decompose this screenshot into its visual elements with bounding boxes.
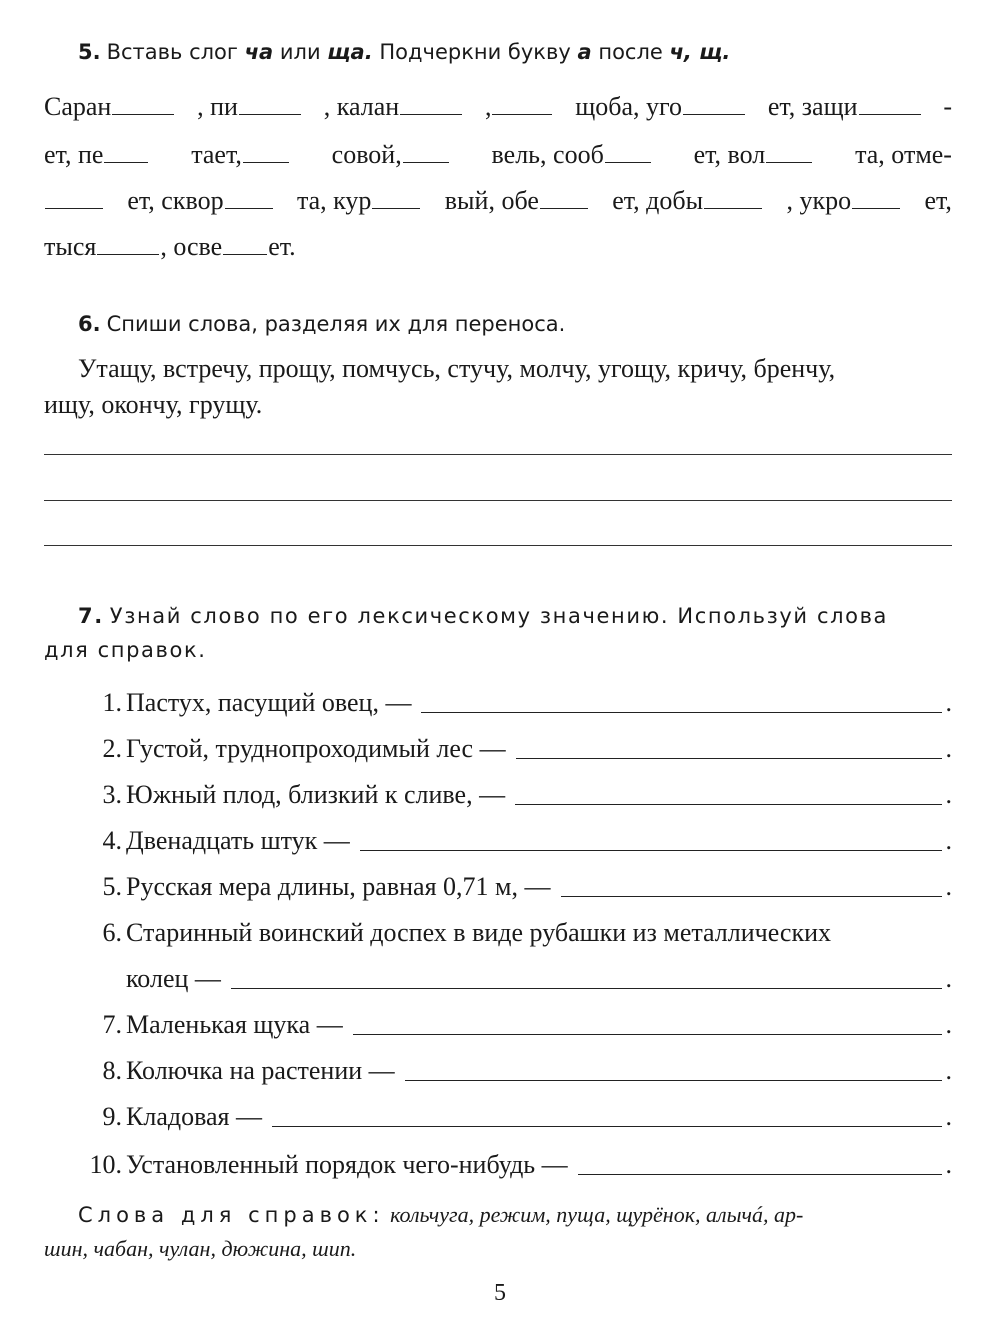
definition-text: Маленькая щука —	[126, 1010, 343, 1039]
word-fragment: -	[943, 92, 952, 121]
word-fragment: ,	[484, 92, 492, 121]
word-fragment: ет, сквор	[127, 186, 224, 215]
fill-segment	[786, 186, 901, 216]
help-words: Слова для справок: кольчуга, режим, пуща, щурёнок, алычá, ар-	[78, 1202, 804, 1227]
fill-segment	[268, 232, 295, 262]
fill-segment	[127, 186, 273, 216]
word-fragment: , калан	[323, 92, 400, 121]
definition-number: 7.	[102, 1010, 122, 1039]
fill-segment	[44, 207, 104, 209]
definition-item	[44, 964, 952, 994]
fill-blank[interactable]	[540, 207, 588, 209]
definition-number: 1.	[102, 688, 122, 717]
task6-words-cont: ищу, окончу, грущу.	[44, 390, 263, 419]
definition-item	[44, 918, 952, 948]
task5-line	[44, 232, 952, 266]
period: .	[945, 734, 952, 763]
fill-segment	[297, 186, 421, 216]
fill-segment	[160, 232, 268, 262]
fill-blank[interactable]	[766, 161, 812, 163]
word-fragment: ет,	[924, 186, 952, 215]
answer-blank[interactable]	[360, 849, 942, 851]
fill-blank[interactable]	[45, 207, 103, 209]
definition-item	[44, 1150, 952, 1180]
fill-segment	[768, 92, 922, 122]
definition-text: Южный плод, близкий к сливе, —	[126, 780, 506, 809]
fill-blank[interactable]	[97, 253, 159, 255]
answer-blank[interactable]	[231, 987, 942, 989]
fill-blank[interactable]	[104, 161, 148, 163]
period: .	[945, 826, 952, 855]
fill-segment	[44, 232, 160, 262]
fill-segment	[492, 140, 652, 170]
fill-segment	[445, 186, 589, 216]
fill-segment	[943, 92, 952, 122]
definition-item	[44, 1102, 952, 1132]
page-number: 5	[494, 1280, 506, 1306]
word-fragment: та, отме-	[855, 140, 952, 169]
period: .	[945, 1102, 952, 1131]
word-fragment: вый, обе	[444, 186, 539, 215]
definition-number: 6.	[102, 918, 122, 947]
fill-segment	[197, 92, 302, 122]
word-fragment: , укро	[786, 186, 852, 215]
fill-segment	[575, 92, 746, 122]
fill-segment	[612, 186, 763, 216]
definition-text: Колючка на растении —	[126, 1056, 395, 1085]
definition-item	[44, 872, 952, 902]
word-fragment: ет, пе	[44, 140, 104, 169]
definition-item	[44, 780, 952, 810]
word-fragment: , пи	[197, 92, 238, 121]
writing-line[interactable]	[44, 454, 952, 455]
definition-text: Пастух, пасущий овец, —	[126, 688, 412, 717]
answer-blank[interactable]	[578, 1173, 942, 1175]
fill-blank[interactable]	[704, 207, 762, 209]
fill-blank[interactable]	[492, 113, 552, 115]
fill-segment	[924, 186, 951, 216]
fill-segment	[332, 140, 450, 170]
word-fragment: ет, вол	[693, 140, 766, 169]
fill-blank[interactable]	[400, 113, 462, 115]
answer-blank[interactable]	[272, 1125, 941, 1127]
definition-number: 9.	[102, 1102, 122, 1131]
task5-line	[44, 186, 952, 220]
definition-number: 3.	[102, 780, 122, 809]
fill-blank[interactable]	[372, 207, 420, 209]
task5-line	[44, 140, 952, 174]
definition-item	[44, 688, 952, 718]
task7-heading: 7. Узнай слово по его лексическому значению. Используй слова	[78, 604, 889, 628]
definition-text: Двенадцать штук —	[126, 826, 350, 855]
task5-heading: 5. Вставь слог ча или ща. Подчеркни букву а после ч, щ.	[78, 40, 731, 64]
fill-blank[interactable]	[225, 207, 273, 209]
definition-number: 8.	[102, 1056, 122, 1085]
fill-blank[interactable]	[112, 113, 174, 115]
fill-segment	[855, 140, 952, 170]
task5-line	[44, 92, 952, 126]
word-fragment: ет, защи	[767, 92, 858, 121]
answer-blank[interactable]	[405, 1079, 942, 1081]
period: .	[945, 872, 952, 901]
answer-blank[interactable]	[515, 803, 941, 805]
writing-line[interactable]	[44, 500, 952, 501]
writing-line[interactable]	[44, 545, 952, 546]
word-fragment: совой,	[331, 140, 402, 169]
definition-text: Русская мера длины, равная 0,71 м, —	[126, 872, 551, 901]
answer-blank[interactable]	[516, 757, 942, 759]
period: .	[945, 964, 952, 993]
fill-segment	[44, 140, 149, 170]
fill-segment	[694, 140, 814, 170]
definition-text: колец —	[126, 964, 221, 993]
fill-blank[interactable]	[239, 113, 301, 115]
word-fragment: тает,	[191, 140, 242, 169]
word-fragment: ет, добы	[612, 186, 704, 215]
fill-segment	[191, 140, 290, 170]
answer-blank[interactable]	[353, 1033, 942, 1035]
word-fragment: Саран	[44, 92, 112, 121]
fill-blank[interactable]	[223, 253, 267, 255]
answer-blank[interactable]	[421, 711, 941, 713]
fill-blank[interactable]	[403, 161, 449, 163]
definition-text: Установленный порядок чего-нибудь —	[126, 1150, 568, 1179]
word-fragment: ет.	[268, 232, 296, 261]
definition-number: 2.	[102, 734, 122, 763]
task7-heading-cont: для справок.	[44, 638, 207, 662]
period: .	[945, 1150, 952, 1179]
definition-text: Густой, труднопроходимый лес —	[126, 734, 506, 763]
definition-text: Кладовая —	[126, 1102, 263, 1131]
word-fragment: , осве	[160, 232, 223, 261]
word-fragment: вель, сооб	[491, 140, 604, 169]
word-fragment: тыся	[44, 232, 97, 261]
definition-item	[44, 734, 952, 764]
fill-segment	[324, 92, 463, 122]
task6-words: Утащу, встречу, прощу, помчусь, стучу, молчу, угощу, кричу, бренчу,	[78, 354, 836, 383]
fill-blank[interactable]	[605, 161, 651, 163]
period: .	[945, 688, 952, 717]
fill-blank[interactable]	[243, 161, 289, 163]
definition-number: 5.	[102, 872, 122, 901]
word-fragment: щоба, уго	[575, 92, 683, 121]
help-words-cont: шин, чабан, чулан, дюжина, шип.	[44, 1236, 357, 1261]
answer-blank[interactable]	[561, 895, 942, 897]
definition-text: Старинный воинский доспех в виде рубашки из металлических	[126, 918, 832, 947]
period: .	[945, 1010, 952, 1039]
fill-blank[interactable]	[859, 113, 921, 115]
task6-heading: 6. Спиши слова, разделяя их для переноса.	[78, 312, 566, 336]
word-fragment: та, кур	[296, 186, 372, 215]
definition-item	[44, 826, 952, 856]
period: .	[945, 1056, 952, 1085]
fill-segment	[485, 92, 554, 122]
definition-number: 4.	[102, 826, 122, 855]
fill-blank[interactable]	[683, 113, 745, 115]
definition-item	[44, 1056, 952, 1086]
definition-number: 10.	[89, 1150, 122, 1179]
fill-segment	[44, 92, 175, 122]
period: .	[945, 780, 952, 809]
fill-blank[interactable]	[852, 207, 900, 209]
definition-item	[44, 1010, 952, 1040]
